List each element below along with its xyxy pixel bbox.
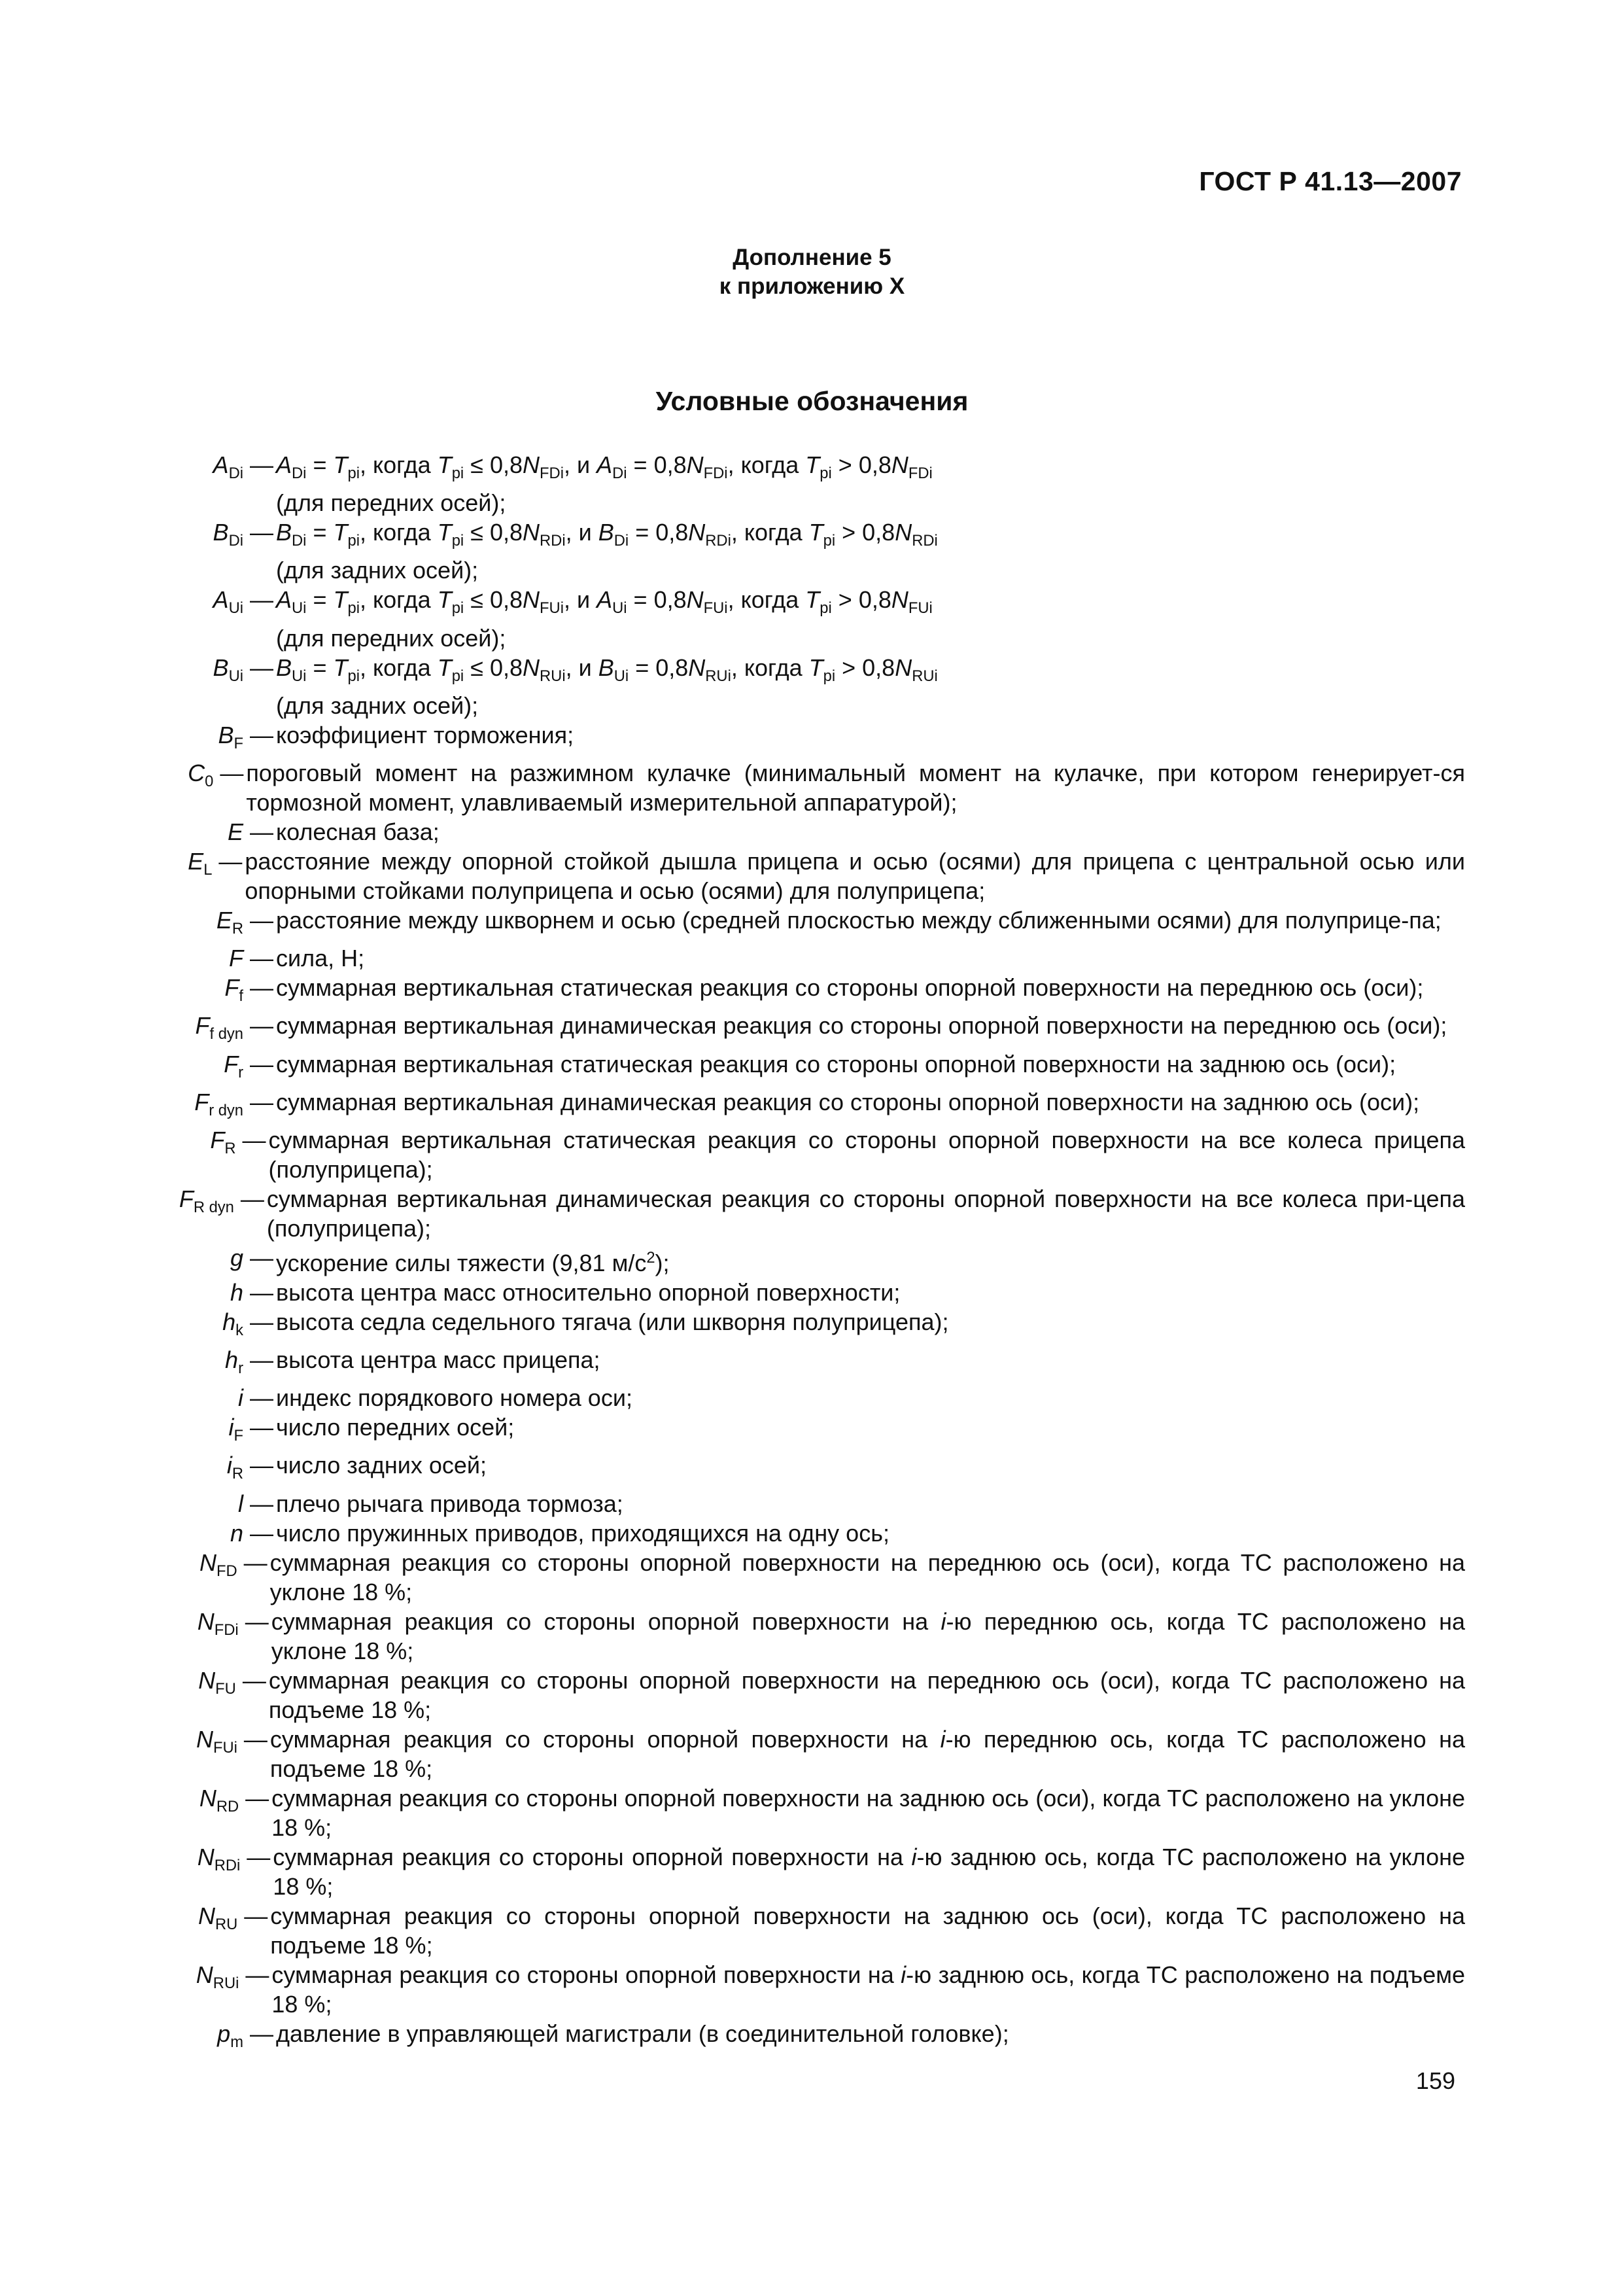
symbol-base: i (228, 1414, 234, 1441)
definitions-list (157, 450, 1465, 2057)
definition-text: число передних осей; (276, 1414, 515, 1441)
definition-dash: — (250, 1384, 273, 1412)
symbol-subscript: m (230, 2033, 243, 2051)
definition-row (157, 1518, 1465, 1548)
definition-symbol (157, 1278, 250, 1307)
definition-row (157, 2019, 1465, 2057)
symbol-subscript: f dyn (209, 1025, 243, 1043)
symbol-base: n (230, 1519, 243, 1547)
definition-symbol (157, 847, 218, 885)
definition-text: пороговый момент на разжимном кулачке (минимальный момент на кулачке, при котором генерирует-ся тормозной момент, улавливаемый измерительной аппаратурой); (246, 759, 1465, 816)
definition-dash: — (250, 519, 273, 546)
definition-symbol (157, 1783, 245, 1821)
symbol-base: B (213, 519, 229, 546)
symbol-base: N (196, 1725, 213, 1753)
definition-dash: — (245, 1961, 269, 1988)
definition-text: высота седла седельного тягача (или шкворня полуприцепа); (276, 1308, 949, 1335)
symbol-subscript: R dyn (193, 1199, 234, 1217)
definition-dash: — (242, 1666, 266, 1694)
definition-row (157, 1383, 1465, 1412)
symbol-base: E (216, 906, 232, 934)
symbol-subscript: R (232, 920, 243, 938)
symbol-base: h (222, 1308, 236, 1335)
definition-row (157, 973, 1465, 1011)
symbol-base: i (226, 1452, 232, 1479)
definition-text: число задних осей; (276, 1452, 487, 1479)
symbol-base: F (195, 1012, 210, 1040)
definition-row (157, 1548, 1465, 1607)
definition-text: суммарная реакция со стороны опорной поверхности на переднюю ось (оси), когда ТС расположено на подъеме 18 %; (268, 1666, 1465, 1723)
supplement-heading (0, 243, 1624, 301)
symbol-subscript: FDi (214, 1621, 239, 1639)
symbol-subscript: RUi (213, 1974, 239, 1992)
definition-row (157, 585, 1465, 652)
symbol-base: N (199, 1784, 216, 1812)
definition-row (157, 1125, 1465, 1184)
definition-row (157, 1011, 1465, 1049)
definition-dash: — (250, 586, 273, 614)
definition-dash: — (250, 721, 273, 748)
definition-row (157, 943, 1465, 973)
symbol-base: N (196, 1961, 213, 1988)
definition-row (157, 1184, 1465, 1243)
definition-text: суммарная вертикальная динамическая реакция со стороны опорной поверхности на переднюю ось (оси); (276, 1012, 1447, 1040)
definition-text: ускорение силы тяжести (9,81 $м/с^2$); (276, 1248, 670, 1276)
symbol-base: h (225, 1346, 239, 1374)
definition-symbol (157, 1087, 250, 1125)
definition-dash: — (243, 1549, 268, 1576)
definition-text: плечо рычага привода тормоза; (276, 1490, 623, 1517)
definition-dash: — (245, 1784, 269, 1812)
definition-text: суммарная вертикальная статическая реакция со стороны опорной поверхности на заднюю ось (оси); (276, 1050, 1396, 1077)
definition-row (157, 1345, 1465, 1383)
definition-symbol (157, 1518, 250, 1548)
symbol-subscript: RD (216, 1797, 239, 1815)
definition-row (157, 1901, 1465, 1960)
symbol-subscript: Di (228, 532, 243, 550)
definition-text: суммарная вертикальная статическая реакция со стороны опорной поверхности на переднюю ось (оси); (276, 974, 1424, 1002)
definition-row (157, 847, 1465, 905)
definition-symbol (157, 1960, 245, 1998)
definition-text: расстояние между опорной стойкой дышла прицепа и осью (осями) для прицепа с центральной осью или опорными стойками полуприцепа и осью (осями) для полуприцепа; (245, 847, 1465, 904)
definition-dash: — (250, 2020, 273, 2047)
definition-symbol (157, 943, 250, 973)
definition-symbol (157, 973, 250, 1011)
definition-text: индекс порядкового номера оси; (276, 1384, 632, 1412)
symbol-subscript: Di (228, 464, 243, 483)
definition-row (157, 1278, 1465, 1307)
definition-text: суммарная реакция со стороны опорной поверхности на i-ю переднюю ось, когда ТС расположено на уклоне 18 %; (271, 1607, 1465, 1664)
definition-symbol (157, 1725, 244, 1762)
symbol-base: A (213, 451, 229, 478)
symbol-base: g (230, 1244, 243, 1271)
definition-row (157, 758, 1465, 817)
symbol-base: p (217, 2020, 231, 2047)
definition-dash: — (250, 818, 273, 845)
symbol-base: F (210, 1126, 225, 1153)
definition-text: сила, Н; (276, 945, 365, 972)
definition-row (157, 653, 1465, 720)
symbol-base: F (194, 1088, 209, 1115)
definition-dash: — (250, 945, 273, 972)
definition-symbol (157, 2019, 250, 2057)
symbol-base: E (188, 847, 204, 875)
definition-text: высота центра масс прицепа; (276, 1346, 600, 1374)
definition-dash: — (220, 759, 244, 786)
definition-symbol (157, 1901, 244, 1939)
definition-row (157, 720, 1465, 758)
symbol-base: N (198, 1902, 215, 1929)
symbol-subscript: L (203, 861, 213, 879)
definition-symbol (157, 1383, 250, 1412)
definition-dash: — (250, 1244, 273, 1271)
definition-text: суммарная реакция со стороны опорной поверхности на i-ю заднюю ось, когда ТС расположено на подъеме 18 %; (271, 1961, 1465, 2018)
definition-symbol (157, 517, 250, 555)
definition-dash: — (250, 1490, 273, 1517)
definition-text: коэффициент торможения; (276, 721, 574, 748)
definition-row (157, 1049, 1465, 1087)
definition-dash: — (242, 1126, 266, 1153)
definition-text: расстояние между шкворнем и осью (средней плоскостью между сближенными осями) для полуприце-па; (276, 906, 1442, 934)
definition-dash: — (250, 1308, 273, 1335)
definition-dash: — (250, 1519, 273, 1547)
definition-dash: — (240, 1185, 264, 1212)
definition-symbol (157, 720, 250, 758)
symbol-base: B (213, 654, 229, 681)
symbol-subscript: k (235, 1322, 243, 1340)
definition-row (157, 817, 1465, 847)
symbol-subscript: r (238, 1063, 243, 1081)
symbol-base: h (230, 1278, 243, 1306)
definition-text: давление в управляющей магистрали (в соединительной головке); (276, 2020, 1009, 2047)
definition-text: суммарная реакция со стороны опорной поверхности на заднюю ось (оси), когда ТС расположено на подъеме 18 %; (270, 1902, 1465, 1959)
definition-text: суммарная вертикальная динамическая реакция со стороны опорной поверхности на все колеса при-цепа (полуприцепа); (266, 1185, 1465, 1242)
symbol-subscript: Ui (228, 599, 243, 618)
definition-row (157, 1607, 1465, 1666)
symbol-base: l (238, 1490, 243, 1517)
symbol-subscript: R (232, 1465, 243, 1483)
definition-text: суммарная вертикальная статическая реакция со стороны опорной поверхности на все колеса прицепа (полуприцепа); (268, 1126, 1465, 1183)
definition-dash: — (247, 1843, 271, 1870)
definition-symbol (157, 1243, 250, 1272)
definition-symbol (157, 1049, 250, 1087)
symbol-base: F (179, 1185, 194, 1212)
definition-dash: — (243, 1725, 268, 1753)
definition-text: суммарная реакция со стороны опорной поверхности на переднюю ось (оси), когда ТС расположено на уклоне 18 %; (269, 1549, 1465, 1605)
definition-symbol (157, 653, 250, 691)
symbol-subscript: R (224, 1140, 236, 1158)
definition-dash: — (250, 1278, 273, 1306)
symbol-subscript: RU (215, 1915, 238, 1933)
definition-row (157, 517, 1465, 585)
definition-dash: — (250, 1414, 273, 1441)
definition-row (157, 1666, 1465, 1725)
symbol-subscript: Ui (228, 667, 243, 685)
definition-row (157, 1307, 1465, 1345)
standard-code: ГОСТ Р 41.13—2007 (1199, 166, 1462, 196)
definition-symbol (157, 1489, 250, 1518)
definition-text: $A_{Di} = T_{pi}$, когда $T_{pi} \le 0,8N_{FDi}$, и $A_{Di} = 0,8N_{FDi}$, когда $T_{pi} > 0,8N_{FDi}$ (для передних осей); (276, 451, 933, 517)
definition-row (157, 1087, 1465, 1125)
symbol-base: F (224, 1050, 239, 1077)
definition-dash: — (245, 1607, 269, 1635)
symbol-subscript: 0 (205, 773, 214, 791)
symbol-base: C (188, 759, 205, 786)
definition-row (157, 1783, 1465, 1842)
symbol-base: F (224, 974, 239, 1002)
symbol-subscript: r dyn (209, 1101, 243, 1119)
definition-text: $B_{Di} = T_{pi}$, когда $T_{pi} \le 0,8N_{RDi}$, и $B_{Di} = 0,8N_{RDi}$, когда $T_{pi} > 0,8N_{RDi}$ (для задних осей); (276, 519, 938, 584)
symbol-subscript: F (233, 734, 243, 752)
symbol-base: i (238, 1384, 243, 1412)
symbol-subscript: f (239, 987, 243, 1006)
definition-symbol (157, 905, 250, 943)
definition-row (157, 905, 1465, 943)
definition-dash: — (244, 1902, 268, 1929)
definition-dash: — (250, 1088, 273, 1115)
symbol-subscript: FUi (213, 1738, 237, 1757)
symbol-base: A (213, 586, 229, 614)
definition-dash: — (250, 1346, 273, 1374)
definition-text: суммарная реакция со стороны опорной поверхности на i-ю заднюю ось, когда ТС расположено на уклоне 18 %; (273, 1843, 1465, 1900)
definition-symbol (157, 585, 250, 623)
symbol-base: F (229, 945, 243, 972)
definition-symbol (157, 1842, 247, 1880)
definition-dash: — (250, 974, 273, 1002)
definition-symbol (157, 1412, 250, 1450)
supplement-line-1: Дополнение 5 (733, 245, 891, 270)
page-number: 159 (1415, 2067, 1455, 2094)
definition-row (157, 1842, 1465, 1901)
symbol-subscript: RDi (214, 1856, 241, 1874)
definition-symbol (157, 1607, 245, 1645)
definition-symbol (157, 1548, 244, 1586)
definition-row (157, 1450, 1465, 1488)
definition-dash: — (250, 451, 273, 478)
definition-symbol (157, 1307, 250, 1345)
definition-text: суммарная вертикальная динамическая реакция со стороны опорной поверхности на заднюю ось (оси); (276, 1088, 1420, 1115)
definition-dash: — (250, 1050, 273, 1077)
definition-symbol (157, 1011, 250, 1049)
definition-text: высота центра масс относительно опорной поверхности; (276, 1278, 901, 1306)
definition-symbol (157, 450, 250, 488)
definition-symbol (157, 1125, 243, 1163)
definition-symbol (157, 1450, 250, 1488)
symbol-base: E (227, 818, 243, 845)
definition-text: число пружинных приводов, приходящихся на одну ось; (276, 1519, 890, 1547)
definition-row (157, 1412, 1465, 1450)
definition-dash: — (250, 1452, 273, 1479)
definition-symbol (157, 1666, 243, 1704)
definition-row (157, 1960, 1465, 2019)
definition-text: суммарная реакция со стороны опорной поверхности на заднюю ось (оси), когда ТС расположено на уклоне 18 %; (271, 1784, 1465, 1841)
definition-dash: — (250, 906, 273, 934)
definition-symbol (157, 817, 250, 847)
definition-dash: — (250, 1012, 273, 1040)
symbol-subscript: FU (215, 1679, 236, 1698)
definition-dash: — (250, 654, 273, 681)
definition-dash: — (218, 847, 243, 875)
definition-symbol (157, 758, 220, 796)
definition-text: колесная база; (276, 818, 440, 845)
symbol-base: N (199, 1549, 216, 1576)
symbol-base: N (197, 1607, 215, 1635)
definition-row (157, 450, 1465, 517)
definition-symbol (157, 1345, 250, 1383)
section-title: Условные обозначения (655, 386, 969, 416)
symbol-subscript: FD (216, 1562, 237, 1580)
definition-row (157, 1489, 1465, 1518)
definition-row (157, 1243, 1465, 1278)
symbol-base: N (197, 1843, 215, 1870)
symbol-base: B (218, 721, 234, 748)
definition-text: суммарная реакция со стороны опорной поверхности на i-ю переднюю ось, когда ТС расположено на подъеме 18 %; (269, 1725, 1465, 1782)
definition-text: $A_{Ui} = T_{pi}$, когда $T_{pi} \le 0,8N_{FUi}$, и $A_{Ui} = 0,8N_{FUi}$, когда $T_{pi} > 0,8N_{FUi}$ (для передних осей); (276, 586, 933, 652)
definition-symbol (157, 1184, 241, 1222)
symbol-subscript: F (233, 1427, 243, 1445)
definition-text: $B_{Ui} = T_{pi}$, когда $T_{pi} \le 0,8N_{RUi}$, и $B_{Ui} = 0,8N_{RUi}$, когда $T_{pi} > 0,8N_{RUi}$ (для задних осей); (276, 654, 938, 719)
definition-row (157, 1725, 1465, 1783)
symbol-subscript: r (238, 1359, 243, 1378)
supplement-line-2: к приложению X (719, 273, 905, 299)
symbol-base: N (198, 1666, 216, 1694)
